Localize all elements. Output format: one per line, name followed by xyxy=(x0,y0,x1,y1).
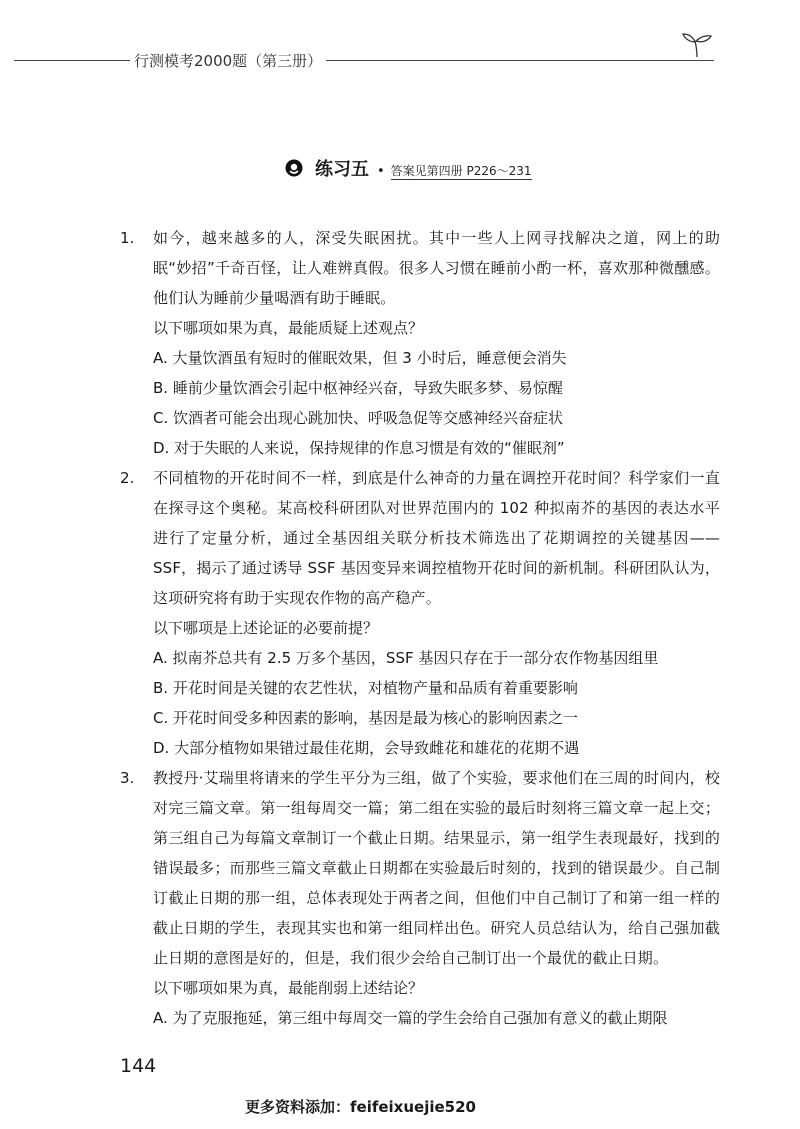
option-a: A. 拟南芥总共有 2.5 万多个基因，SSF 基因只存在于一部分农作物基因组里 xyxy=(153,649,659,667)
option-c: C. 开花时间受多种因素的影响，基因是最为核心的影响因素之一 xyxy=(153,709,579,727)
answer-reference: 答案见第四册 P226～231 xyxy=(390,164,532,178)
title-separator: • xyxy=(377,164,385,179)
header-rule-left xyxy=(14,60,124,61)
sprout-icon xyxy=(680,32,714,58)
section-title: 练习五 xyxy=(315,159,369,180)
question-prompt: 以下哪项如果为真，最能削弱上述结论？ xyxy=(153,979,424,997)
section-heading xyxy=(285,155,532,181)
exercise-badge-icon xyxy=(285,159,303,177)
question-stem: 如今，越来越多的人，深受失眠困扰。其中一些人上网寻找解决之道，网上的助眠“妙招”千奇百怪，让人难辨真假。很多人习惯在睡前小酌一杯，喜欢那种微醺感。他们认为睡前少量喝酒有助于睡眠。 xyxy=(153,229,720,307)
question-2 xyxy=(120,463,720,763)
question-stem: 不同植物的开花时间不一样，到底是什么神奇的力量在调控开花时间？科学家们一直在探寻这个奥秘。某高校科研团队对世界范围内的 102 种拟南芥的基因的表达水平进行了定量分析，通过全基因组关联分析技术筛选出了花期调控的关键基因——SSF，揭示了通过诱导 SSF 基因变异来调控植物开花时间的新机制。科研团队认为，这项研究将有助于实现农作物的高产稳产。 xyxy=(153,469,720,607)
option-d: D. 对于失眠的人来说，保持规律的作息习惯是有效的“催眠剂” xyxy=(153,439,565,457)
question-number: 3. xyxy=(120,769,135,787)
question-list xyxy=(120,223,720,1033)
question-1 xyxy=(120,223,720,463)
option-b: B. 睡前少量饮酒会引起中枢神经兴奋，导致失眠多梦、易惊醒 xyxy=(153,379,563,397)
option-a: A. 大量饮酒虽有短时的催眠效果，但 3 小时后，睡意便会消失 xyxy=(153,349,567,367)
question-prompt: 以下哪项是上述论证的必要前提？ xyxy=(153,619,379,637)
footer-note: 更多资料添加：feifeixuejie520 xyxy=(245,1098,476,1116)
question-number: 1. xyxy=(120,229,135,247)
question-number: 2. xyxy=(120,469,135,487)
running-header xyxy=(14,46,714,74)
option-a: A. 为了克服拖延，第三组中每周交一篇的学生会给自己强加有意义的截止期限 xyxy=(153,1009,668,1027)
option-c: C. 饮酒者可能会出现心跳加快、呼吸急促等交感神经兴奋症状 xyxy=(153,409,564,427)
question-prompt: 以下哪项如果为真，最能质疑上述观点？ xyxy=(153,319,424,337)
question-stem: 教授丹·艾瑞里将请来的学生平分为三组，做了个实验，要求他们在三周的时间内，校对完三篇文章。第一组每周交一篇；第二组在实验的最后时刻将三篇文章一起上交；第三组自己为每篇文章制订一个截止日期。结果显示，第一组学生表现最好，找到的错误最多；而那些三篇文章截止日期都在实验最后时刻的，找到的错误最少。自己制订截止日期的那一组，总体表现处于两者之间，但他们中自己制订了和第一组一样的截止日期的学生，表现其实也和第一组同样出色。研究人员总结认为，给自己强加截止日期的意图是好的，但是，我们很少会给自己制订出一个最优的截止日期。 xyxy=(153,769,720,967)
option-d: D. 大部分植物如果错过最佳花期，会导致雌花和雄花的花期不遇 xyxy=(153,739,580,757)
question-3 xyxy=(120,763,720,1033)
book-title: 行测模考2000题（第三册） xyxy=(130,50,326,71)
option-b: B. 开花时间是关键的农艺性状，对植物产量和品质有着重要影响 xyxy=(153,679,578,697)
page-number: 144 xyxy=(120,1055,157,1077)
